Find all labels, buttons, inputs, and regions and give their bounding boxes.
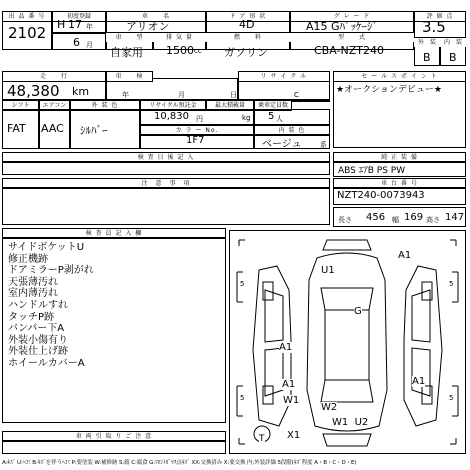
list-item: 外装小傷有り	[8, 334, 68, 346]
list-item: バンパー下A	[8, 323, 65, 335]
list-item: 外装仕上げ跡	[8, 346, 68, 358]
list-item: ホイールカバーA	[8, 357, 85, 369]
seats-unit: 人	[276, 115, 283, 123]
damage-mark-a1-left: A1	[279, 342, 293, 353]
width: 169	[404, 212, 424, 223]
damage-mark-w1-u2: W1 U2	[332, 417, 369, 428]
purchase-notes-header: 車 両 引 取 り ご 注 意	[2, 431, 226, 442]
damage-mark-w1-left: W1	[283, 395, 300, 406]
bracket-left-bottom-label: 5	[240, 394, 245, 402]
max-load-unit: kg	[242, 114, 251, 122]
list-item: 天張薄汚れ	[8, 276, 58, 288]
era: H	[57, 18, 66, 31]
aircon-header: エアコン	[39, 100, 70, 111]
reg-year-unit: 年	[86, 23, 93, 31]
doors: 4D	[239, 18, 255, 31]
list-item: 室内薄汚れ	[8, 288, 58, 300]
bracket-left-top-label: 5	[240, 280, 245, 288]
footer-legend: A:ｷｽﾞ U:ﾍｺﾐ B:ｷｽﾞを伴うﾍｺﾐ P:要塗装 W:補修跡 S:錆 C:腐食 G:ﾌﾛﾝﾄｶﾞﾗｽ点ｷｽﾞ XX:交換済み X:要交換 内:外装評価 5段階(ｷｽﾞ程度 A・B・C・D・E)	[2, 460, 357, 466]
recycle-unit: 円	[196, 115, 203, 123]
lot-no-header: 出 品 番 号	[2, 11, 52, 22]
length-label: 長さ	[338, 216, 352, 224]
model-header: 型 式	[290, 33, 414, 42]
length: 456	[366, 212, 386, 223]
mileage: 48,380	[7, 82, 60, 100]
body-type-header: 車 型	[106, 33, 153, 42]
displacement-unit: cc	[194, 47, 202, 55]
body-type: 自家用	[110, 46, 143, 59]
list-item: サイドボケットU	[8, 242, 85, 253]
list-item: ドアミラーP剥がれ	[8, 265, 94, 277]
interior-grade: B	[449, 51, 457, 64]
after-inspection-cell	[2, 161, 330, 175]
list-item: ハンドルすれ	[8, 299, 68, 311]
inspection-year-unit: 年	[122, 91, 129, 99]
list-item: タッチP跡	[8, 311, 55, 323]
reg-month-unit: 月	[86, 41, 93, 49]
mileage-header: 走 行	[2, 71, 106, 82]
color-code: 1F7	[186, 135, 205, 146]
inner-color-header: 内 装 色	[254, 125, 330, 136]
damage-mark-x1: X1	[287, 430, 301, 441]
recycle-deposit-header: リサイクル預託金	[140, 100, 206, 111]
exterior-grade: B	[423, 51, 431, 64]
sales-point-header: セ ー ル ス ポ イ ン ト	[333, 71, 466, 82]
score: 3.5	[422, 18, 446, 36]
damage-mark-a1-lower: A1	[282, 379, 296, 390]
fuel-header: 燃 料	[206, 33, 290, 42]
equipment: ABS ｴｱB PS PW	[338, 166, 406, 176]
bracket-right-top-label: 5	[449, 280, 454, 288]
exterior-header: 外 装	[414, 38, 440, 47]
recycle-header: リ サ イ ク ル	[238, 71, 330, 82]
seats: 5	[268, 111, 275, 122]
sales-point: ★オークションデビュー★	[336, 85, 442, 95]
aircon: AAC	[41, 122, 64, 135]
displacement: 1500	[166, 44, 194, 57]
reg-year: 17	[68, 18, 82, 31]
grade: A15 Gﾊﾟｯｹｰｼﾞ	[306, 20, 379, 33]
car-name-header: 車 名	[106, 11, 206, 22]
car-name: アリオン	[126, 20, 170, 33]
inspector-notes-list	[8, 242, 94, 370]
damage-mark-g: G	[354, 306, 362, 317]
inspection-day-unit: 日	[230, 91, 237, 99]
purchase-notes-cell	[2, 440, 226, 454]
ext-color: ｼﾙﾊﾞｰ	[80, 124, 108, 137]
inner-color-header-top	[292, 100, 330, 102]
fuel: ガソリン	[224, 46, 268, 59]
max-load-header: 最大積載量	[206, 100, 254, 111]
seats-header: 乗車定員数	[254, 100, 292, 111]
mileage-unit: km	[72, 85, 90, 98]
grade-header: グ レ ー ド	[290, 11, 414, 22]
height-label: 高さ	[426, 216, 440, 224]
after-inspection-header: 検 査 日 後 記 入	[2, 152, 330, 163]
chassis: NZT240-0073943	[337, 190, 425, 201]
inner-color-unit: 系	[320, 141, 327, 149]
notes-header: 注 意 事 項	[2, 178, 330, 189]
equipment-header: 純 正 装 備	[333, 152, 466, 163]
recycle-symbol: C	[294, 91, 299, 99]
height: 147	[445, 212, 465, 223]
notes-cell	[2, 187, 330, 225]
damage-mark-a1-top: A1	[398, 250, 412, 261]
recycle-deposit: 10,830	[154, 111, 189, 122]
inspector-notes-header: 検 査 員 記 入 欄	[2, 228, 226, 239]
color-code-header: カ ラ ー No.	[140, 125, 254, 136]
inspection-month-unit: 月	[178, 91, 185, 99]
bracket-right-bottom-label: 5	[449, 394, 454, 402]
shift: FAT	[7, 122, 26, 135]
list-item: 修正機跡	[8, 253, 48, 265]
damage-mark-u1: U1	[321, 265, 335, 276]
inspection-header: 車 検	[106, 71, 153, 82]
ext-color-header: 外 装 色	[70, 100, 140, 111]
interior-header: 内 装	[440, 38, 466, 47]
model: CBA-NZT240	[314, 44, 384, 57]
damage-mark-a1-right: A1	[412, 376, 426, 387]
shift-header: シフト	[2, 100, 39, 111]
damage-mark-w2: W2	[321, 402, 338, 413]
doors-header: ド ア 形 状	[206, 11, 290, 22]
damage-mark-t: T	[259, 434, 265, 444]
first-reg-header: 初度登録	[52, 11, 106, 22]
displacement-header: 排 気 量	[153, 33, 206, 42]
reg-month: 6	[73, 36, 80, 49]
score-header: 評 価 点	[414, 11, 466, 22]
lot-no: 2102	[8, 24, 47, 42]
inner-color: ベージュ	[262, 139, 302, 150]
seats-cell	[254, 109, 330, 125]
width-label: 幅	[392, 216, 399, 224]
chassis-header: 車 台 番 号	[333, 178, 466, 189]
